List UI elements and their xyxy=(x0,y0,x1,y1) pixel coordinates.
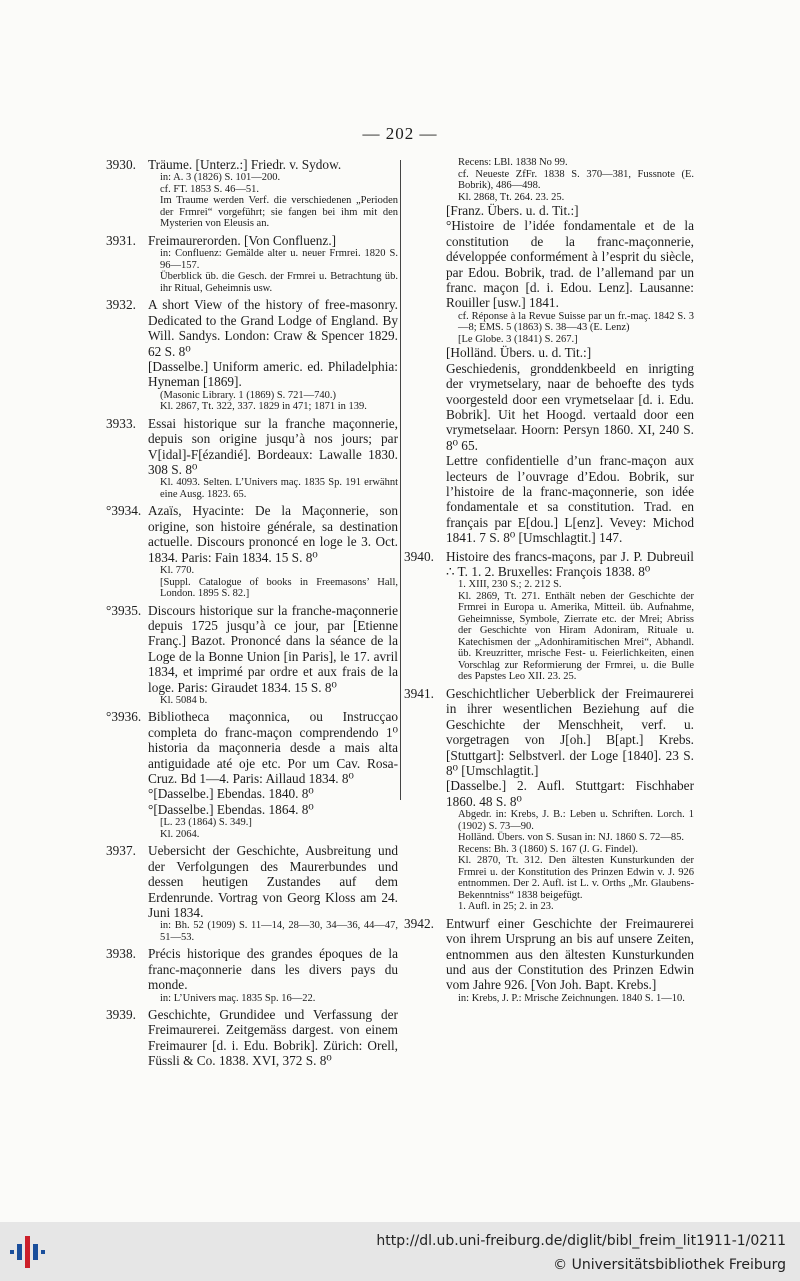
bibliography-entry xyxy=(106,233,398,294)
entry-note: Recens: Bh. 3 (1860) S. 167 (J. G. Findel). xyxy=(458,843,638,855)
entry-note: Kl. 4093. Selten. L’Univers maç. 1835 Sp. 191 erwähnt eine Ausg. 1823. 65. xyxy=(160,477,398,500)
entry-number: °3935. xyxy=(106,602,142,618)
entry-note: 1. XIII, 230 S.; 2. 212 S. xyxy=(458,579,562,591)
entry-note: in: A. 3 (1826) S. 101—200. xyxy=(160,172,281,184)
right-column xyxy=(404,157,694,1007)
entry-note: in: L’Univers maç. 1835 Sp. 16—22. xyxy=(160,992,316,1004)
bibliography-entry xyxy=(404,916,694,1005)
entry-text: Essai historique sur la franche maçonnerie, depuis son origine jusqu’à nos jours; par V[idal]-F[ézandié]. Bordeaux: Lawalle 1830. 308 S. 8⁰ xyxy=(148,415,398,477)
entry-note: Abgedr. in: Krebs, J. B.: Leben u. Schriften. Lorch. 1 (1902) S. 73—90. xyxy=(458,809,694,832)
entry-note: Kl. 2064. xyxy=(160,828,200,840)
entry-text: °[Dasselbe.] Ebendas. 1840. 8⁰ xyxy=(148,786,314,802)
entry-number: °3934. xyxy=(106,503,142,519)
bibliography-entry xyxy=(404,549,694,683)
entry-note: Recens: LBl. 1838 No 99. xyxy=(458,157,568,168)
entry-note: [Le Globe. 3 (1841) S. 267.] xyxy=(458,333,578,345)
bibliography-entry xyxy=(404,686,694,913)
library-logo-icon xyxy=(8,1230,48,1274)
entry-note: (Masonic Library. 1 (1869) S. 721—740.) xyxy=(160,389,337,401)
entry-text: Träume. [Unterz.:] Friedr. v. Sydow. xyxy=(148,157,342,172)
entry-text: A short View of the history of free-masonry. Dedicated to the Grand Lodge of England. By Will. Sandys. London: Craw & Spencer 1829. 62 S. 8⁰ xyxy=(148,297,398,359)
entry-note: Holländ. Übers. von S. Susan in: NJ. 1860 S. 72—85. xyxy=(458,832,685,844)
entry-text: Histoire des francs-maçons, par J. P. Dubreuil ∴ T. 1. 2. Bruxelles: François 1838. 8⁰ xyxy=(446,548,694,580)
entry-note: 1. Aufl. in 25; 2. in 23. xyxy=(458,901,554,913)
bibliography-entry xyxy=(106,946,398,1004)
entry-note: cf. FT. 1853 S. 46—51. xyxy=(160,183,259,195)
entry-note: Kl. 5084 b. xyxy=(160,694,208,706)
column-divider xyxy=(400,160,401,800)
bibliography-entry xyxy=(106,297,398,412)
entry-note: in: Bh. 52 (1909) S. 11—14, 28—30, 34—36, 44—47, 51—53. xyxy=(160,920,398,943)
page-number: — 202 — xyxy=(362,124,438,143)
left-column xyxy=(106,157,398,1072)
entry-text: Discours historique sur la franche-maçonnerie depuis 1725 jusqu’à ce jour, par [Etienne Franç.] Bazot. Prononcé dans la séance de la Loge de la Bonne Union [in Paris], le 17. avril 1834, et imprimé par ordre et aux frais de la loge. Paris: Giraudet 1834. 15 S. 8⁰ xyxy=(148,602,398,695)
entry-number: 3939. xyxy=(106,1007,136,1023)
entry-text: [Dasselbe.] Uniform americ. ed. Philadelphia: Hyneman [1869]. xyxy=(148,358,398,390)
entry-number: 3940. xyxy=(404,548,434,564)
entry-number: 3933. xyxy=(106,415,136,431)
entry-text: Précis historique des grandes époques de la franc-maçonnerie dans les divers pays du monde. xyxy=(148,946,398,993)
entry-text: °[Dasselbe.] Ebendas. 1864. 8⁰ xyxy=(148,801,314,817)
entry-note: Kl. 2867, Tt. 322, 337. 1829 in 471; 1871 in 139. xyxy=(160,401,367,413)
entry-text: [Franz. Übers. u. d. Tit.:] xyxy=(446,203,579,218)
permalink-url[interactable]: http://dl.ub.uni-freiburg.de/diglit/bibl_freim_lit1911-1/0211 xyxy=(376,1233,786,1249)
entry-text: Geschiedenis, gronddenkbeeld en inrigting der vrymetselary, naar de behoefte des tyds voorgesteld door een vrymetselaar [d. i. Edu. Bobrik]. Uit het Hoogd. vertaald door een vrymetselaar. Hoorn: Persyn 1860. XI, 240 S. 8⁰ 65. xyxy=(446,360,694,453)
entry-text: [Holländ. Übers. u. d. Tit.:] xyxy=(446,345,592,361)
entry-note: Im Traume werden Verf. die verschiedenen „Perioden der Frmrei“ vorgeführt; sie fangen bei ihm mit den Mysterien von Eleusis an. xyxy=(160,195,398,230)
bibliography-entry xyxy=(106,603,398,707)
bibliography-entry xyxy=(106,416,398,501)
bibliography-entry xyxy=(106,157,398,230)
entry-number: 3932. xyxy=(106,297,136,313)
entry-note: [Suppl. Catalogue of books in Freemasons’ Hall, London. 1895 S. 82.] xyxy=(160,576,398,599)
entry-number: 3931. xyxy=(106,232,136,248)
entry-note: in: Confluenz: Gemälde alter u. neuer Frmrei. 1820 S. 96—157. xyxy=(160,248,398,271)
viewer-footer xyxy=(0,1222,800,1281)
entry-note: Kl. 2870, Tt. 312. Den ältesten Kunsturkunden der Frmrei u. der Konstitution des Prinzen Edwin v. J. 926 entnommen. Der 2. Aufl. ist L. v. Orths „Mr. Glaubens-Bekenntniss“ 1838 beigefügt. xyxy=(458,855,694,901)
entry-number: 3942. xyxy=(404,915,434,931)
entry-note: in: Krebs, J. P.: Mrische Zeichnungen. 1840 S. 1—10. xyxy=(458,992,685,1004)
entry-note: Kl. 2869, Tt. 271. Enthält neben der Geschichte der Frmrei in Europa u. Amerika, Mitteil. üb. Aufnahme, Geheimnisse, Symbole, Zierrate etc. der Mrei; Abriss der Geschichte von Hiram Adoniram, Rituale u. Katechismen der „Adonhiramitischen Mrei“, Abhandl. üb. Kreuzritter, mrische Fest- u. Feierlichkeiten, einen Vorschlag zur Reformierung der Frmrei, u. die Bulle des Papstes Leo XII. 23. 25. xyxy=(458,590,694,683)
entry-note: Kl. 2868, Tt. 264. 23. 25. xyxy=(458,191,565,203)
entry-text: Geschichtlicher Ueberblick der Freimaurerei in ihrer wesentlichen Beziehung auf die Geschichte der Menschheit, verf. u. vorgetragen von J[oh.] B[apt.] Krebs. [Stuttgart]: Selbstverl. der Loge [1840]. 23 S. 8⁰ [Umschlagtit.] xyxy=(446,685,694,778)
entry-note: cf. Neueste ZfFr. 1838 S. 370—381, Fussnote (E. Bobrik), 486—498. xyxy=(458,168,694,191)
entry-text: Entwurf einer Geschichte der Freimaurerei von ihrem Ursprung an bis auf unsere Zeiten, entnommen aus den ältesten Kunsturkunden und aus der Constitution des Prinzen Edwin vom Jahre 926. [Von Joh. Bapt. Krebs.] xyxy=(446,915,694,993)
bibliography-entry xyxy=(106,1007,398,1069)
entry-number: 3941. xyxy=(404,685,434,701)
copyright-notice: © Universitätsbibliothek Freiburg xyxy=(553,1257,786,1273)
entry-note: [L. 23 (1864) S. 349.] xyxy=(160,817,252,829)
entry-number: 3930. xyxy=(106,157,136,172)
entry-text: Azaïs, Hyacinte: De la Maçonnerie, son origine, son histoire générale, sa destination actuelle. Discours prononcé en loge le 3. Oct. 1834. Paris: Fain 1834. 15 S. 8⁰ xyxy=(148,503,398,565)
entry-note: cf. Réponse à la Revue Suisse par un fr.-maç. 1842 S. 3—8; EMS. 5 (1863) S. 38—43 (E. Lenz) xyxy=(458,310,694,334)
entry-note: Kl. 770. xyxy=(160,565,195,576)
entry-number: °3936. xyxy=(106,709,142,725)
bibliography-entry xyxy=(106,503,398,599)
entry-number: 3938. xyxy=(106,946,136,962)
entry-text: Freimaurerorden. [Von Confluenz.] xyxy=(148,232,337,248)
entry-text: Uebersicht der Geschichte, Ausbreitung und der Verfolgungen des Maurerbundes und dessen heutigen Zustandes auf dem Erdenrunde. Vortrag von Georg Kloss am 24. Juni 1834. xyxy=(148,843,398,920)
entry-number: 3937. xyxy=(106,843,136,859)
entry-text: [Dasselbe.] 2. Aufl. Stuttgart: Fischhaber 1860. 48 S. 8⁰ xyxy=(446,778,694,809)
bibliography-entry xyxy=(106,843,398,943)
entry-text: Geschichte, Grundidee und Verfassung der Freimaurerei. Zeitgemäss dargest. von einem Freimaurer [d. i. Edu. Bobrik]. Zürich: Orell, Füssli & Co. 1838. XVI, 372 S. 8⁰ xyxy=(148,1007,398,1069)
bibliography-entry xyxy=(106,709,398,840)
entry-text: Bibliotheca maçonnica, ou Instrucçao completa do franc-maçon comprendendo 1⁰ historia da maçonneria desde a mais alta antiguidade até oje etc. Por um Cav. Rosa-Cruz. Bd 1—4. Paris: Aillaud 1834. 8⁰ xyxy=(148,709,398,787)
entry-text: Lettre confidentielle d’un franc-maçon aux lecteurs de l’ouvrage d’Edou. Bobrik, sur l’histoire de la franc-maçonnerie, son idée fondamentale et sa constitution. Trad. en français par E[dou.] L[enz]. Vevey: Michod 1841. 7 S. 8⁰ [Umschlagtit.] 147. xyxy=(446,453,694,546)
bibliography-entry xyxy=(404,157,694,546)
entry-text: °Histoire de l’idée fondamentale et de la constitution de la franc-maçonnerie, développée conformément à l’esprit du siècle, par Edou. Bobrik, trad. de l’allemand par un franc. maçon [d. i. Edou. Lenz]. Lausanne: Rouiller [usw.] 1841. xyxy=(446,218,694,311)
entry-note: Überblick üb. die Gesch. der Frmrei u. Betrachtung üb. ihr Ritual, Geheimnis usw. xyxy=(160,271,398,294)
